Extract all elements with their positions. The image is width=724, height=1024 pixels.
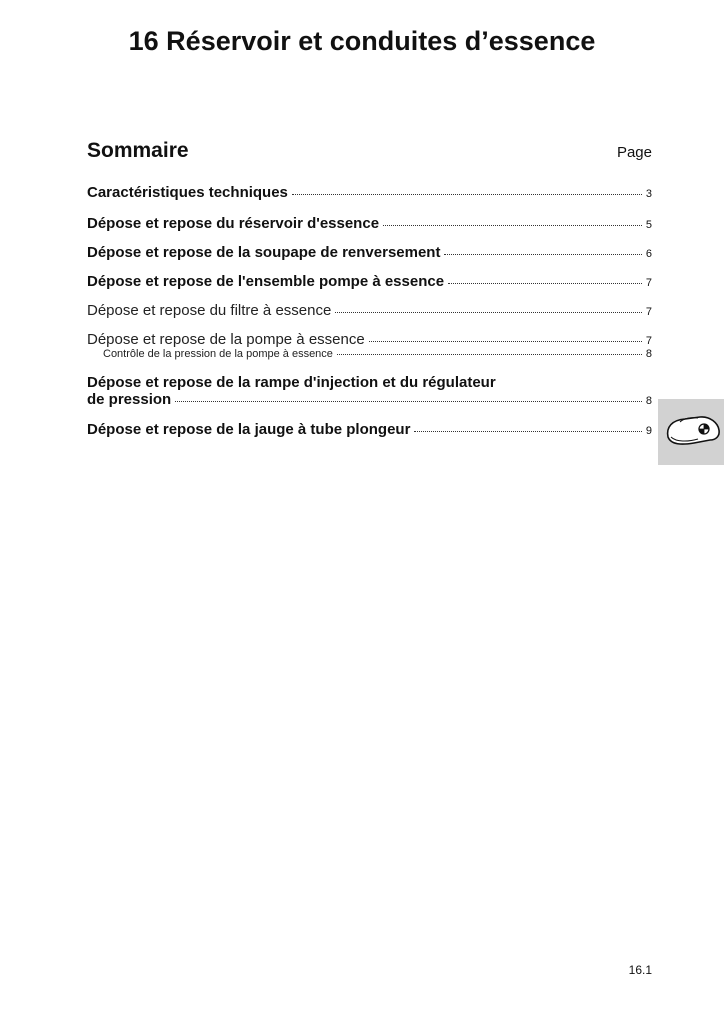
toc-entry-caracteristiques[interactable] (87, 184, 652, 201)
toc-entry-page: 8 (645, 348, 652, 360)
toc-entry-page: 9 (645, 425, 652, 437)
toc-entry-filtre[interactable] (87, 302, 652, 319)
toc-header (87, 139, 652, 165)
toc-entry-page: 3 (645, 188, 652, 200)
section-tab[interactable] (658, 399, 724, 465)
dot-leader (335, 312, 642, 313)
toc-entry-pompe[interactable] (87, 331, 652, 348)
page-title: 16 Réservoir et conduites d’essence (128, 26, 596, 56)
toc-entry-title: Dépose et repose de la soupape de renversement (87, 244, 441, 261)
toc-entry-title: Caractéristiques techniques (87, 184, 288, 201)
toc-entry-title: Dépose et repose du réservoir d'essence (87, 215, 380, 232)
toc-entry-soupape[interactable] (87, 244, 652, 261)
dot-leader (175, 401, 642, 402)
toc-entry-title: Dépose et repose du filtre à essence (87, 302, 332, 319)
toc-subentry-controle-pression[interactable] (103, 348, 652, 360)
dot-leader (414, 431, 642, 432)
page-number: 16.1 (628, 963, 652, 977)
fuel-tank-icon (658, 399, 724, 465)
toc-entry-rampe-line1[interactable]: Dépose et repose de la rampe d'injection et du régulateur (87, 374, 496, 391)
toc-entry-title: Dépose et repose de l'ensemble pompe à essence (87, 273, 445, 290)
toc-page-label: Page (616, 144, 652, 161)
toc-entry-ensemble-pompe[interactable] (87, 273, 652, 290)
dot-leader (292, 194, 642, 195)
toc-entry-title: Dépose et repose de la jauge à tube plongeur (87, 421, 411, 438)
toc-entry-jauge[interactable] (87, 421, 652, 438)
toc-entry-title: de pression (87, 391, 172, 408)
toc-entry-page: 8 (645, 395, 652, 407)
toc-entry-title: Dépose et repose de la pompe à essence (87, 331, 365, 348)
dot-leader (369, 341, 642, 342)
toc-entry-page: 7 (645, 335, 652, 347)
toc-heading: Sommaire (87, 139, 189, 162)
dot-leader (337, 354, 642, 355)
toc-entry-reservoir[interactable] (87, 215, 652, 232)
toc-entry-page: 5 (645, 219, 652, 231)
dot-leader (444, 254, 642, 255)
toc-entry-page: 7 (645, 306, 652, 318)
toc-entry-title: Contrôle de la pression de la pompe à essence (103, 348, 333, 360)
toc-entry-page: 7 (645, 277, 652, 289)
dot-leader (383, 225, 642, 226)
toc-entry-page: 6 (645, 248, 652, 260)
toc-entry-rampe[interactable] (87, 391, 652, 408)
dot-leader (448, 283, 642, 284)
